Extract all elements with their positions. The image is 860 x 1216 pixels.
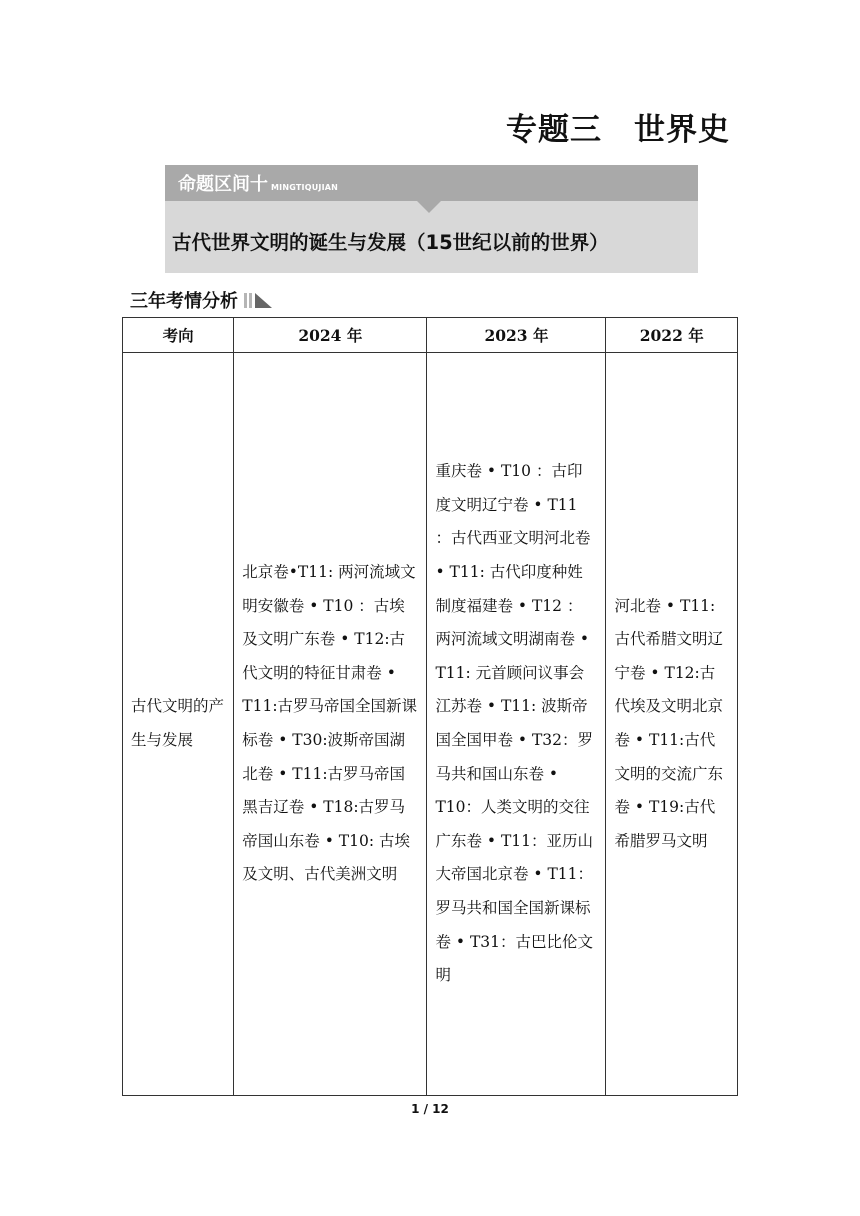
section-banner: [165, 165, 698, 273]
cell-2023-text: 重庆卷 • T10 ：古印度文明辽宁卷 • T11 ：古代西亚文明河北卷 • T11: 古代印度种姓制度福建卷 • T12 ：两河流域文明湖南卷 • T11: 元首顾问议事会江苏卷 • T11: 波斯帝国全国甲卷 • T32：罗马共和国山东卷 • T10：人类文明的交往广东卷 • T11：亚历山大帝国北京卷 • T11：罗马共和国全国新课标卷 • T31：古巴比伦文明: [435, 462, 594, 985]
banner-label: [178, 170, 338, 196]
banner-title: 古代世界文明的诞生与发展（15世纪以前的世界）: [172, 231, 609, 254]
header-topic: 考向: [123, 318, 234, 353]
cell-2024: [234, 353, 427, 1096]
cell-2022-text: 河北卷 • T11:古代希腊文明辽宁卷 • T12:古代埃及文明北京卷 • T11:古代文明的交流广东卷 • T19:古代希腊罗马文明: [614, 596, 723, 850]
banner-header-bar: [165, 165, 698, 201]
table-row: [123, 353, 738, 1096]
header-2023: 2023 年: [427, 318, 606, 353]
banner-label-text: 命题区间十: [178, 174, 268, 195]
banner-pinyin: MINGTIQUJIAN: [271, 183, 339, 192]
cell-2023: [427, 353, 606, 1096]
table-header-row: [123, 318, 738, 353]
cell-2022: [606, 353, 738, 1096]
banner-notch: [417, 201, 441, 213]
section-marker-icon: [244, 291, 274, 309]
header-2024: 2024 年: [234, 318, 427, 353]
header-2022: 2022 年: [606, 318, 738, 353]
cell-topic: [123, 353, 234, 1096]
analysis-table: [122, 317, 738, 1096]
cell-topic-text: 古代文明的产生与发展: [131, 697, 225, 749]
cell-2024-text: 北京卷•T11: 两河流域文明安徽卷 • T10 ：古埃及文明广东卷 • T12:古代文明的特征甘肃卷 • T11:古罗马帝国全国新课标卷 • T30:波斯帝国湖北卷 • T11:古罗马帝国黑吉辽卷 • T18:古罗马帝国山东卷 • T10: 古埃及文明、古代美洲文明: [242, 563, 418, 884]
section-heading: [130, 287, 274, 313]
page-number: 1 / 12: [411, 1102, 449, 1116]
section-title: 三年考情分析: [130, 291, 238, 312]
page-title: 专题三 世界史: [506, 112, 730, 148]
